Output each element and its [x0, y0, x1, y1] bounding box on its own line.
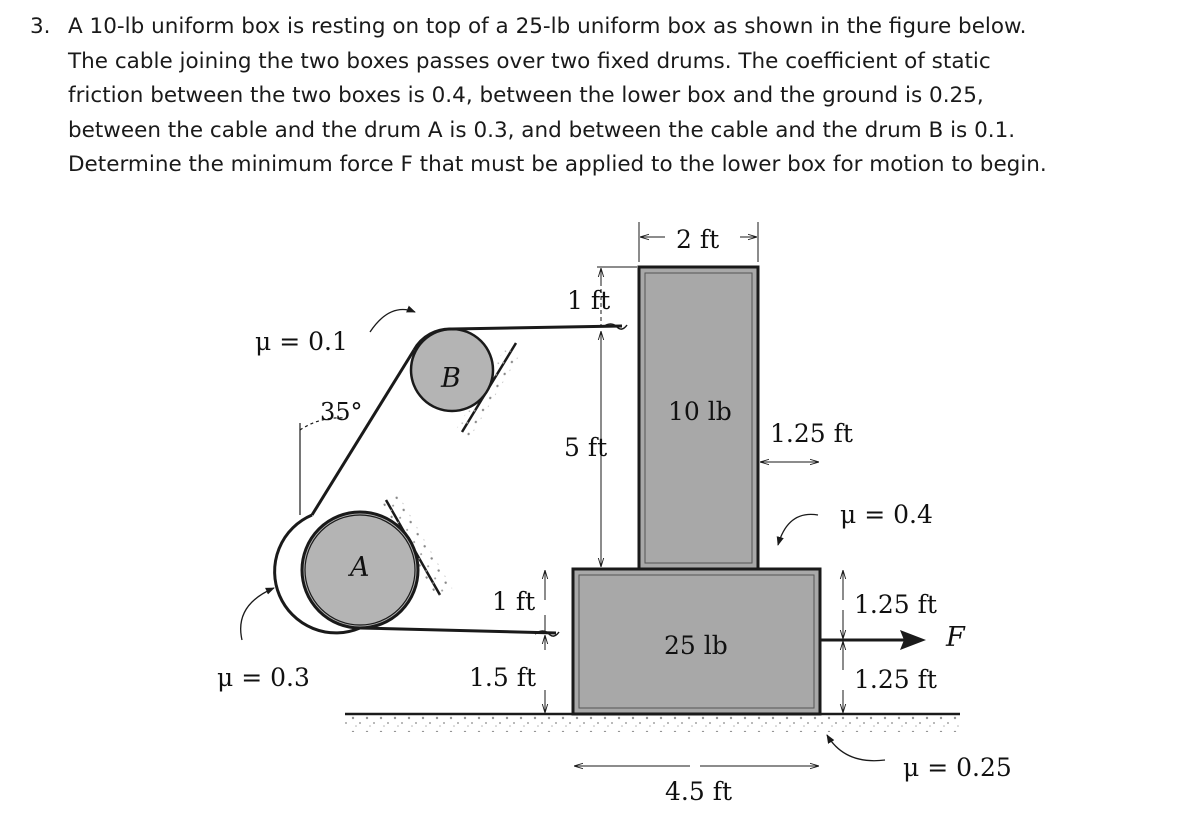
force-label: F: [946, 622, 965, 653]
dim-lower-width: 4.5 ft: [665, 777, 733, 806]
drum-b: [411, 329, 493, 411]
upper-box: [639, 267, 758, 569]
problem-line: friction between the two boxes is 0.4, between the lower box and the ground is 0.25,: [68, 83, 984, 108]
problem-line: between the cable and the drum A is 0.3, and between the cable and the drum B is 0.1.: [68, 117, 1016, 143]
upper-box-weight: 10 lb: [668, 397, 732, 426]
drum-a: [302, 512, 418, 628]
mu-ground: μ = 0.25: [903, 753, 1012, 782]
dim-cable-height-lower: 1 ft: [492, 587, 536, 616]
angle-indicator: [300, 398, 363, 515]
mu-drum-a: μ = 0.3: [217, 663, 310, 692]
problem-line: Determine the minimum force F that must be applied to the lower box for motion to begin.: [68, 152, 1047, 177]
dim-force-lower: 1.25 ft: [854, 665, 937, 694]
mu-boxes: μ = 0.4: [840, 500, 933, 529]
dim-upper-height: 5 ft: [564, 433, 608, 462]
angle-label: 35°: [320, 398, 363, 426]
drum-a-label: A: [350, 552, 370, 583]
mu-drum-b: μ = 0.1: [255, 327, 348, 356]
ground: [345, 714, 960, 732]
dim-offset: 1.25 ft: [770, 419, 853, 448]
dim-top-width: 2 ft: [676, 225, 720, 254]
problem-number: 3.: [30, 14, 51, 39]
dim-lower-bottom: 1.5 ft: [469, 663, 537, 692]
lower-box: [573, 569, 820, 714]
lower-box-weight: 25 lb: [664, 631, 728, 660]
problem-line: A 10-lb uniform box is resting on top of a 25-lb uniform box as shown in the figure below.: [68, 14, 1027, 39]
problem-line: The cable joining the two boxes passes over two fixed drums. The coefficient of static: [68, 48, 991, 74]
drum-b-label: B: [441, 363, 461, 394]
force-arrow: [820, 622, 966, 653]
dim-cable-height-top: 1 ft: [567, 286, 611, 315]
dim-force-upper: 1.25 ft: [854, 590, 937, 619]
